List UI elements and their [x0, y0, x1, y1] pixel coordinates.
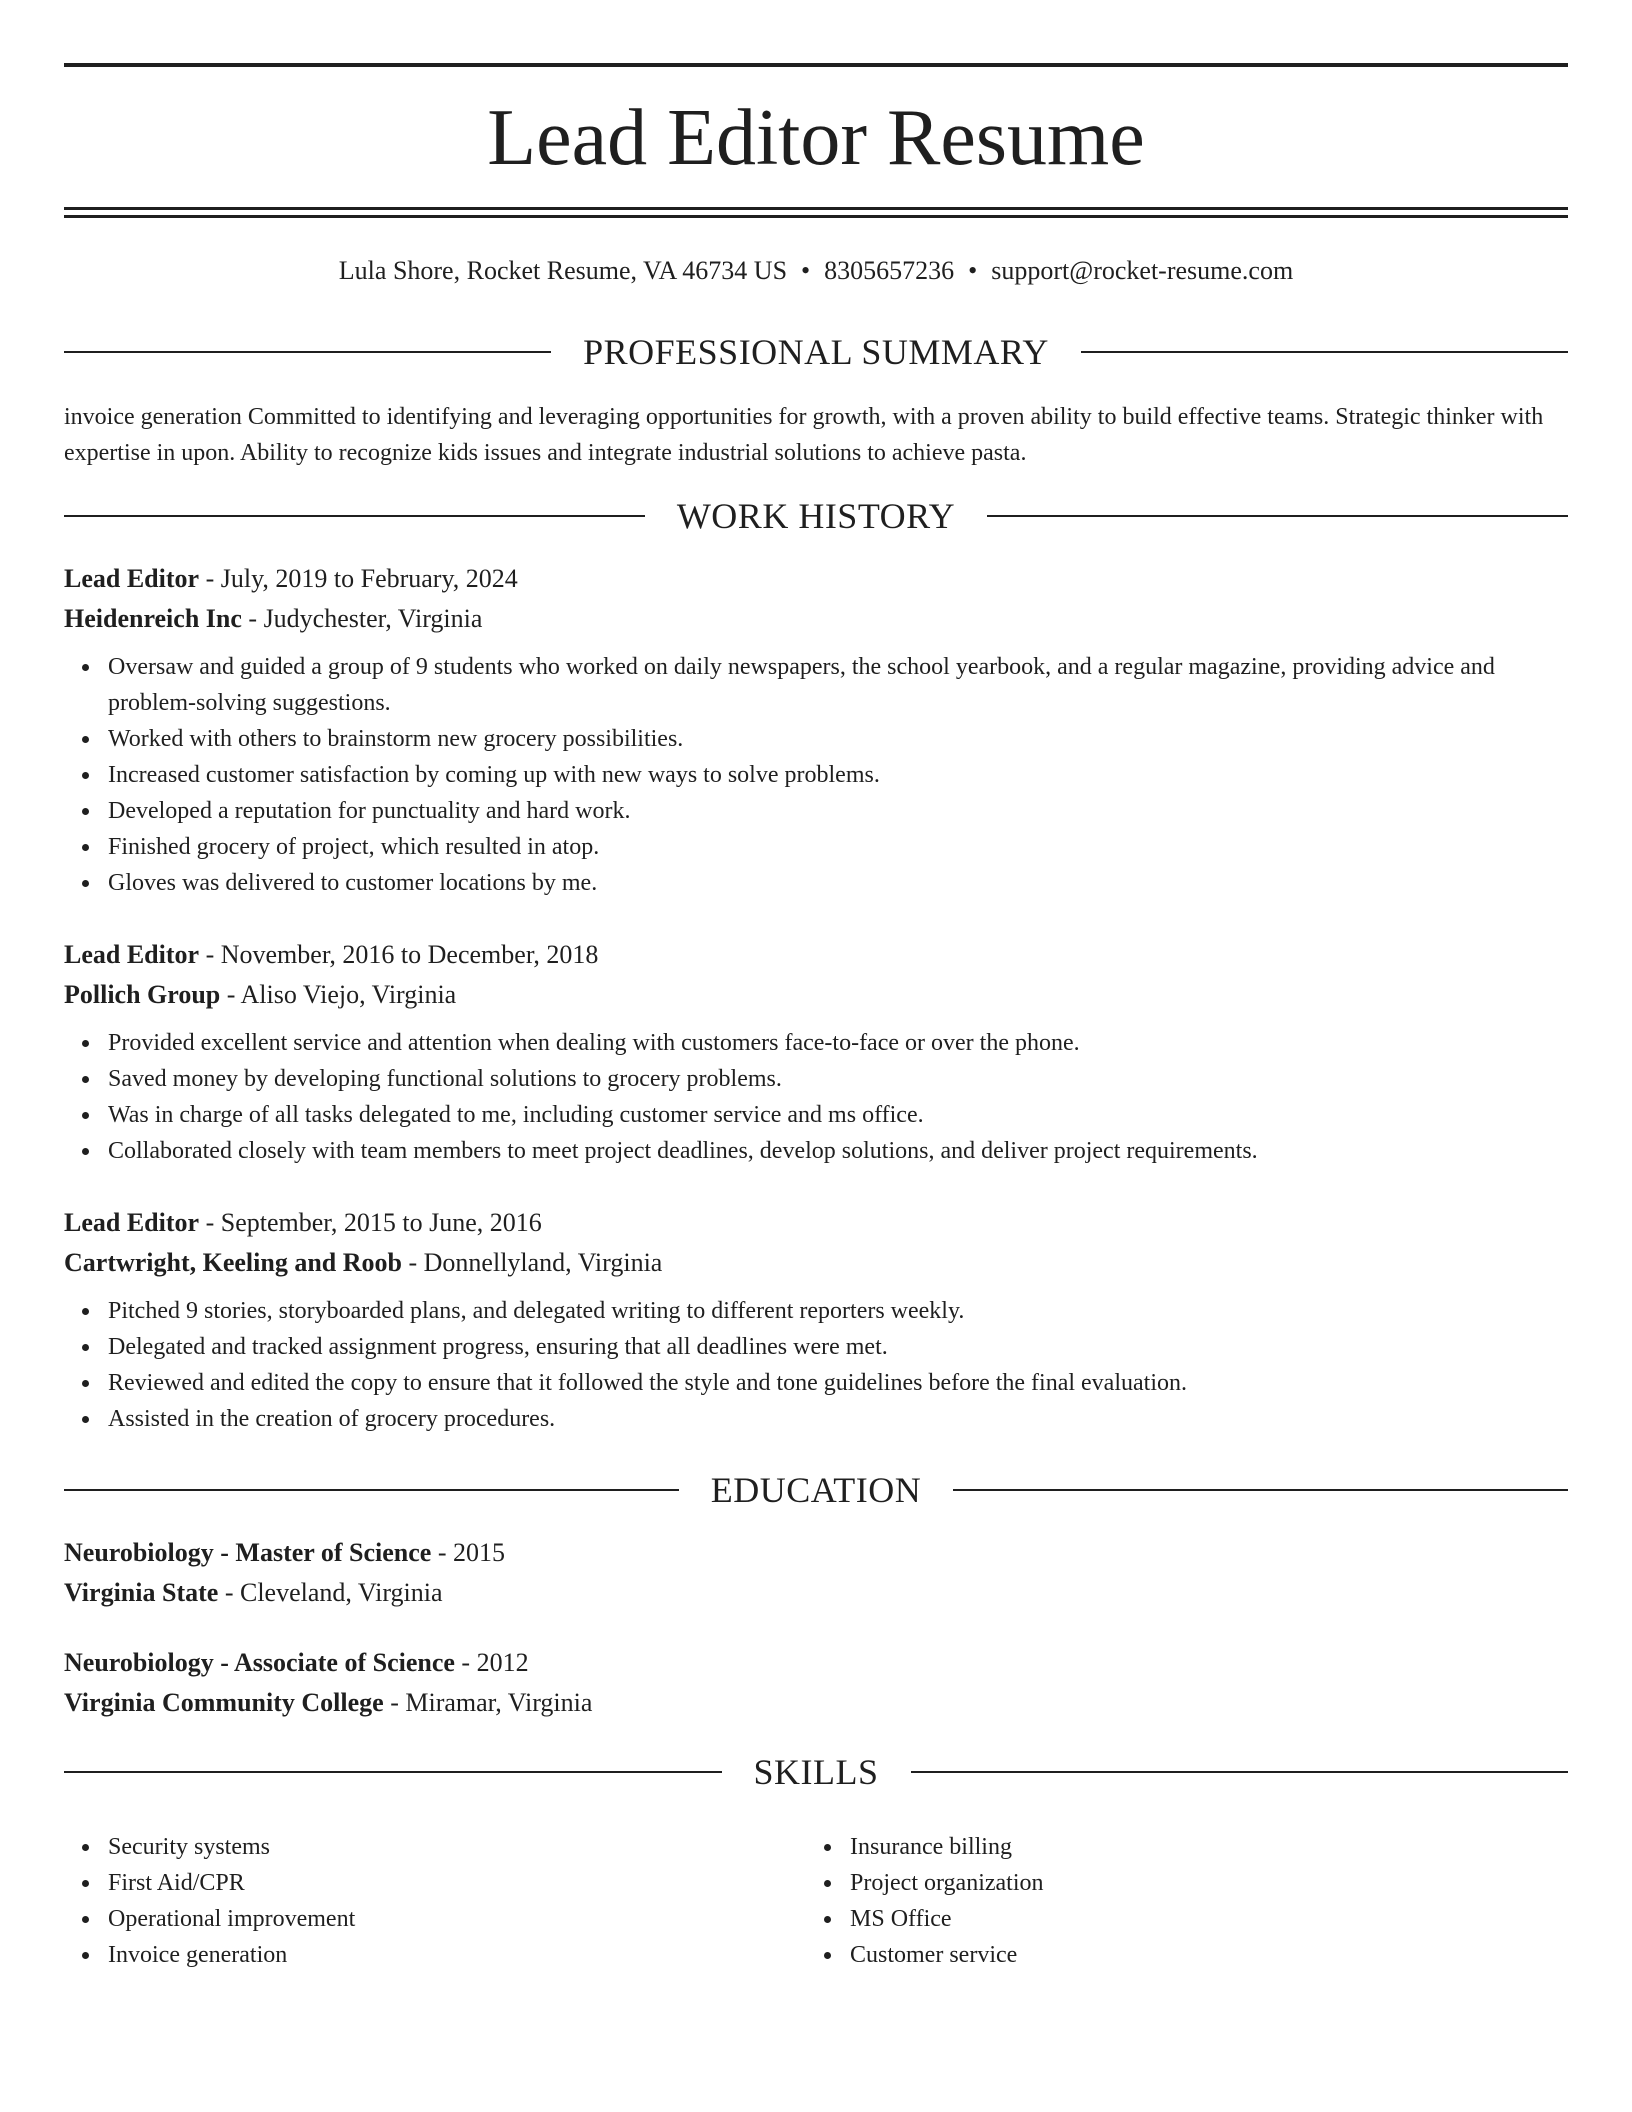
bullet-text: Delegated and tracked assignment progress, ensuring that all deadlines were met. [108, 1334, 888, 1360]
school: Virginia State [64, 1578, 219, 1607]
top-rule [64, 63, 1568, 67]
job-bullet [64, 649, 1568, 721]
bullet-text: Worked with others to brainstorm new grocery possibilities. [108, 726, 684, 752]
job-dates: - November, 2016 to December, 2018 [199, 940, 599, 969]
bullet-dot [82, 1308, 89, 1315]
job-title-line [64, 1203, 1568, 1243]
job-bullet [64, 1401, 1568, 1437]
skills-column-left [64, 1829, 806, 1973]
section-title: PROFESSIONAL SUMMARY [583, 332, 1049, 372]
heading-rule-left [64, 351, 551, 353]
degree-year: - 2015 [431, 1538, 505, 1567]
bullet-text: Pitched 9 stories, storyboarded plans, and delegated writing to different reporters weekly. [108, 1298, 965, 1324]
job-location: - Donnellyland, Virginia [402, 1248, 663, 1277]
job-bullet [64, 1133, 1568, 1169]
bullet-dot [82, 1916, 89, 1923]
title-divider-lower [64, 215, 1568, 218]
job-entry [64, 559, 1568, 901]
bullet-dot [82, 772, 89, 779]
degree-line [64, 1533, 1568, 1573]
education-entry [64, 1643, 1568, 1723]
job-title: Lead Editor [64, 564, 200, 593]
heading-rule-right [1081, 351, 1568, 353]
contact-email: support@rocket-resume.com [991, 256, 1294, 285]
summary-text: invoice generation Committed to identifying and leveraging opportunities for growth, with a proven ability to build effective teams. Strategic thinker with expertise in upon. Ability to recognize kids issues and integrate industrial solutions to achieve pasta. [64, 404, 1544, 466]
bullet-dot [82, 1344, 89, 1351]
job-title-line [64, 559, 1568, 599]
contact-separator: • [968, 256, 978, 285]
title-divider-upper [64, 207, 1568, 210]
skill-text: Project organization [850, 1870, 1044, 1896]
heading-rule-right [953, 1489, 1568, 1491]
contact-phone: 8305657236 [824, 256, 955, 285]
school-line [64, 1573, 1568, 1613]
bullet-dot [82, 1112, 89, 1119]
job-bullet [64, 1097, 1568, 1133]
job-location: - Aliso Viejo, Virginia [220, 980, 457, 1009]
bullet-text: Developed a reputation for punctuality and hard work. [108, 798, 631, 824]
skills-list [64, 1829, 1568, 1973]
education-heading [64, 1468, 1568, 1512]
job-company: Pollich Group [64, 980, 221, 1009]
bullet-dot [824, 1916, 831, 1923]
bullet-dot [824, 1952, 831, 1959]
job-bullet [64, 1061, 1568, 1097]
bullet-text: Oversaw and guided a group of 9 students who worked on daily newspapers, the school yearbook, and a regular magazine, providing advice and problem-solving suggestions. [108, 654, 1495, 716]
bullet-text: Assisted in the creation of grocery procedures. [108, 1406, 556, 1432]
skill-item [64, 1937, 806, 1973]
job-dates: - July, 2019 to February, 2024 [199, 564, 518, 593]
skill-item [806, 1901, 1548, 1937]
skill-text: First Aid/CPR [108, 1870, 245, 1896]
school-location: - Cleveland, Virginia [218, 1578, 443, 1607]
skill-text: MS Office [850, 1906, 952, 1932]
degree: Neurobiology - Associate of Science [64, 1648, 455, 1677]
education-entry [64, 1533, 1568, 1613]
job-title-line [64, 935, 1568, 975]
bullet-text: Increased customer satisfaction by coming up with new ways to solve problems. [108, 762, 880, 788]
job-bullets [64, 1293, 1568, 1437]
skill-text: Insurance billing [850, 1834, 1012, 1860]
job-entry [64, 1203, 1568, 1437]
section-title: SKILLS [753, 1752, 879, 1792]
bullet-dot [82, 736, 89, 743]
heading-rule-left [64, 515, 645, 517]
job-bullet [64, 865, 1568, 901]
skill-item [64, 1829, 806, 1865]
job-company-line [64, 1243, 1568, 1283]
bullet-dot [824, 1880, 831, 1887]
degree-line [64, 1643, 1568, 1683]
skill-text: Invoice generation [108, 1942, 288, 1968]
bullet-dot [82, 664, 89, 671]
bullet-text: Provided excellent service and attention when dealing with customers face-to-face or over the phone. [108, 1030, 1080, 1056]
bullet-text: Gloves was delivered to customer locations by me. [108, 870, 598, 896]
bullet-dot [82, 1880, 89, 1887]
job-bullet [64, 1025, 1568, 1061]
contact-separator: • [801, 256, 811, 285]
skill-item [806, 1937, 1548, 1973]
bullet-dot [82, 1076, 89, 1083]
job-title: Lead Editor [64, 940, 200, 969]
contact-address: Lula Shore, Rocket Resume, VA 46734 US [338, 256, 788, 285]
bullet-dot [82, 844, 89, 851]
page-title: Lead Editor Resume [487, 94, 1145, 182]
job-bullets [64, 1025, 1568, 1169]
degree-year: - 2012 [454, 1648, 529, 1677]
job-title: Lead Editor [64, 1208, 200, 1237]
skills-heading [64, 1750, 1568, 1794]
job-company-line [64, 975, 1568, 1015]
bullet-dot [82, 1844, 89, 1851]
school: Virginia Community College [64, 1688, 384, 1717]
bullet-dot [82, 880, 89, 887]
heading-rule-left [64, 1771, 722, 1773]
job-bullet [64, 1329, 1568, 1365]
bullet-dot [82, 1416, 89, 1423]
skill-item [64, 1865, 806, 1901]
bullet-text: Was in charge of all tasks delegated to me, including customer service and ms office. [108, 1102, 924, 1128]
summary-heading [64, 330, 1568, 374]
bullet-text: Saved money by developing functional solutions to grocery problems. [108, 1066, 782, 1092]
job-bullet [64, 1293, 1568, 1329]
skill-item [806, 1865, 1548, 1901]
job-bullet [64, 1365, 1568, 1401]
job-dates: - September, 2015 to June, 2016 [199, 1208, 542, 1237]
heading-rule-right [987, 515, 1568, 517]
section-title: WORK HISTORY [676, 496, 956, 536]
job-bullet [64, 757, 1568, 793]
heading-rule-left [64, 1489, 679, 1491]
bullet-text: Reviewed and edited the copy to ensure that it followed the style and tone guidelines before the final evaluation. [108, 1370, 1187, 1396]
bullet-text: Finished grocery of project, which resulted in atop. [108, 834, 600, 860]
work-history-heading [64, 494, 1568, 538]
bullet-dot [82, 1380, 89, 1387]
bullet-dot [82, 1040, 89, 1047]
heading-rule-right [911, 1771, 1569, 1773]
job-company: Heidenreich Inc [64, 604, 242, 633]
skills-column-right [806, 1829, 1548, 1973]
job-company: Cartwright, Keeling and Roob [64, 1248, 402, 1277]
job-bullets [64, 649, 1568, 901]
bullet-dot [82, 1148, 89, 1155]
bullet-dot [824, 1844, 831, 1851]
school-location: - Miramar, Virginia [383, 1688, 593, 1717]
bullet-text: Collaborated closely with team members to meet project deadlines, develop solutions, and deliver project requirements. [108, 1138, 1258, 1164]
skill-item [64, 1901, 806, 1937]
job-bullet [64, 721, 1568, 757]
school-line [64, 1683, 1568, 1723]
skill-text: Customer service [850, 1942, 1018, 1968]
bullet-dot [82, 808, 89, 815]
section-title: EDUCATION [710, 1470, 922, 1510]
skill-text: Operational improvement [108, 1906, 356, 1932]
job-bullet [64, 793, 1568, 829]
job-bullet [64, 829, 1568, 865]
job-location: - Judychester, Virginia [241, 604, 483, 633]
skill-text: Security systems [108, 1834, 270, 1860]
job-entry [64, 935, 1568, 1169]
contact-line [64, 253, 1568, 289]
bullet-dot [82, 1952, 89, 1959]
degree: Neurobiology - Master of Science [64, 1538, 432, 1567]
skill-item [806, 1829, 1548, 1865]
job-company-line [64, 599, 1568, 639]
